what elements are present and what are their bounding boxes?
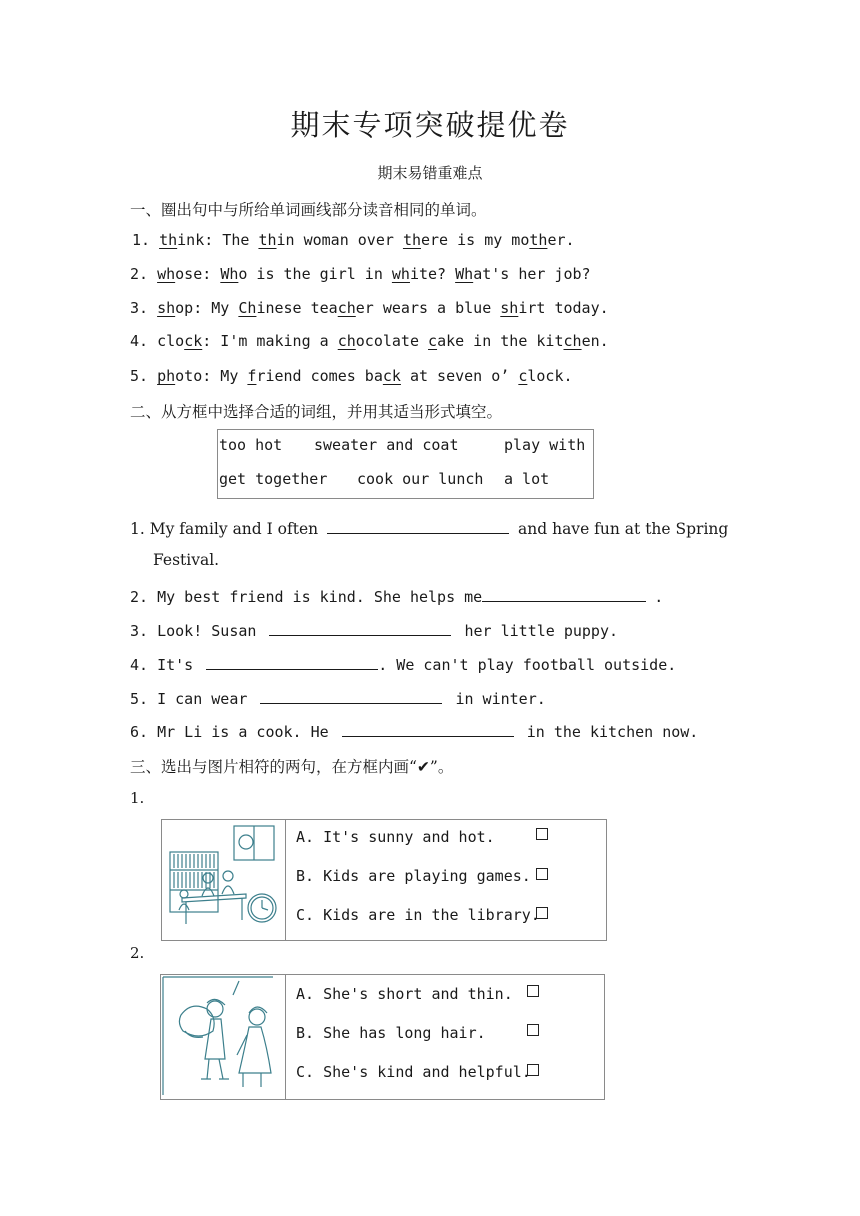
word-bank-item: play with <box>504 436 586 454</box>
underlined-letters: th <box>402 231 421 249</box>
s2-question-4 <box>130 655 676 674</box>
underlined-letters: Ch <box>238 299 257 317</box>
text-segment: 1. <box>132 231 160 249</box>
word-bank-item: sweater and coat <box>314 436 459 454</box>
question-text: in winter. <box>455 690 546 708</box>
s3-q1-checkbox-a[interactable] <box>536 828 548 840</box>
library-illustration <box>162 820 285 940</box>
text-segment: lock. <box>527 367 573 385</box>
question-text: It's <box>157 656 194 674</box>
s3-q2-checkbox-a[interactable] <box>527 985 539 997</box>
s1-item-5 <box>130 367 573 385</box>
underlined-letters: wh <box>391 265 410 283</box>
question-number: 1. <box>130 520 145 538</box>
s3-q1-option-c: C. Kids are in the library. <box>296 906 540 924</box>
s1-item-3 <box>130 299 609 317</box>
s3-question-1-number: 1. <box>130 789 145 807</box>
question-text: and have fun at the Spring <box>518 520 729 538</box>
text-segment: at seven o’ <box>400 367 519 385</box>
answer-blank[interactable] <box>206 655 378 670</box>
word-bank-box <box>217 429 594 499</box>
question-number: 4. <box>130 656 149 674</box>
text-segment: en. <box>581 332 609 350</box>
underlined-letters: ck <box>382 367 401 385</box>
question-text: her little puppy. <box>464 622 619 640</box>
text-segment: ere is my mo <box>421 231 530 249</box>
underlined-letters: ch <box>563 332 582 350</box>
text-segment: in woman over <box>276 231 403 249</box>
s3-q2-option-a: A. She's short and thin. <box>296 985 513 1003</box>
text-segment: riend comes ba <box>256 367 383 385</box>
underlined-letters: c <box>518 367 528 385</box>
underlined-letters: th <box>258 231 277 249</box>
question-text: in the kitchen now. <box>526 723 699 741</box>
section1-heading: 一、圈出句中与所给单词画线部分读音相同的单词。 <box>130 201 487 219</box>
underlined-letters: ph <box>157 367 176 385</box>
s1-item-2 <box>130 265 591 283</box>
s3-q1-option-b: B. Kids are playing games. <box>296 867 531 885</box>
underlined-letters: ck <box>184 332 203 350</box>
s2-question-3 <box>130 621 618 640</box>
question-text: Look! Susan <box>157 622 257 640</box>
s3-q1-checkbox-c[interactable] <box>536 907 548 919</box>
text-segment: : I'm making a <box>202 332 338 350</box>
s3-q1-checkbox-b[interactable] <box>536 868 548 880</box>
question-text: My best friend is kind. She helps me <box>157 588 483 606</box>
question-text: I can wear <box>157 690 248 708</box>
word-bank-item: too hot <box>219 436 283 454</box>
question-text: . <box>654 588 664 606</box>
question-text: Mr Li is a cook. He <box>157 723 329 741</box>
s2-question-6 <box>130 722 698 741</box>
answer-blank[interactable] <box>269 621 451 636</box>
text-segment: ocolate <box>355 332 429 350</box>
question-text: . We can't play football outside. <box>378 656 677 674</box>
text-segment: ink: The <box>177 231 259 249</box>
word-bank-item: get together <box>219 470 328 488</box>
s3-q2-checkbox-b[interactable] <box>527 1024 539 1036</box>
underlined-letters: f <box>247 367 257 385</box>
text-segment: 5. <box>130 367 158 385</box>
text-segment: er wears a blue <box>355 299 501 317</box>
text-segment: ite? <box>409 265 456 283</box>
section3-heading: 三、选出与图片相符的两句，在方框内画“✔”。 <box>130 758 454 776</box>
question-number: 5. <box>130 690 149 708</box>
s2-question-1 <box>130 519 728 538</box>
underlined-letters: Wh <box>455 265 474 283</box>
s3-q2-option-b: B. She has long hair. <box>296 1024 486 1042</box>
answer-blank[interactable] <box>260 689 442 704</box>
text-segment: 4. clo <box>130 332 185 350</box>
question-number: 3. <box>130 622 149 640</box>
underlined-letters: c <box>428 332 438 350</box>
word-bank-item: a lot <box>504 470 550 488</box>
s2-question-5 <box>130 689 546 708</box>
underlined-letters: th <box>159 231 178 249</box>
answer-blank[interactable] <box>482 587 646 602</box>
underlined-letters: ch <box>337 332 356 350</box>
text-segment: inese tea <box>256 299 338 317</box>
text-segment: 2. <box>130 265 158 283</box>
underlined-letters: sh <box>500 299 519 317</box>
question-number: 6. <box>130 723 149 741</box>
s1-item-4 <box>130 332 609 350</box>
page-subtitle: 期末易错重难点 <box>377 164 483 182</box>
s3-question-2-number: 2. <box>130 944 145 962</box>
text-segment: oto: My <box>175 367 248 385</box>
text-segment: 3. <box>130 299 158 317</box>
text-segment: o is the girl in <box>238 265 392 283</box>
text-segment: er. <box>547 231 575 249</box>
underlined-letters: th <box>529 231 548 249</box>
answer-blank[interactable] <box>327 519 509 534</box>
divider <box>285 820 286 940</box>
text-segment: op: My <box>175 299 239 317</box>
text-segment: irt today. <box>518 299 609 317</box>
text-segment: ake in the kit <box>437 332 564 350</box>
question-number: 2. <box>130 588 149 606</box>
girls-illustration <box>161 975 285 1099</box>
s3-q2-option-c: C. She's kind and helpful. <box>296 1063 531 1081</box>
underlined-letters: wh <box>157 265 176 283</box>
page-title: 期末专项突破提优卷 <box>290 108 570 142</box>
word-bank-item: cook our lunch <box>357 470 484 488</box>
text-segment: at's her job? <box>473 265 591 283</box>
s2-question-2 <box>130 587 663 606</box>
s3-q1-option-a: A. It's sunny and hot. <box>296 828 495 846</box>
s3-q2-checkbox-c[interactable] <box>527 1064 539 1076</box>
answer-blank[interactable] <box>342 722 514 737</box>
underlined-letters: Wh <box>220 265 239 283</box>
question-text: My family and I often <box>149 520 319 538</box>
divider <box>285 975 286 1099</box>
section2-heading: 二、从方框中选择合适的词组，并用其适当形式填空。 <box>130 403 503 421</box>
s1-item-1 <box>132 231 575 249</box>
s2-question-1-cont: Festival. <box>153 551 220 569</box>
underlined-letters: ch <box>337 299 356 317</box>
text-segment: ose: <box>175 265 221 283</box>
underlined-letters: sh <box>157 299 176 317</box>
